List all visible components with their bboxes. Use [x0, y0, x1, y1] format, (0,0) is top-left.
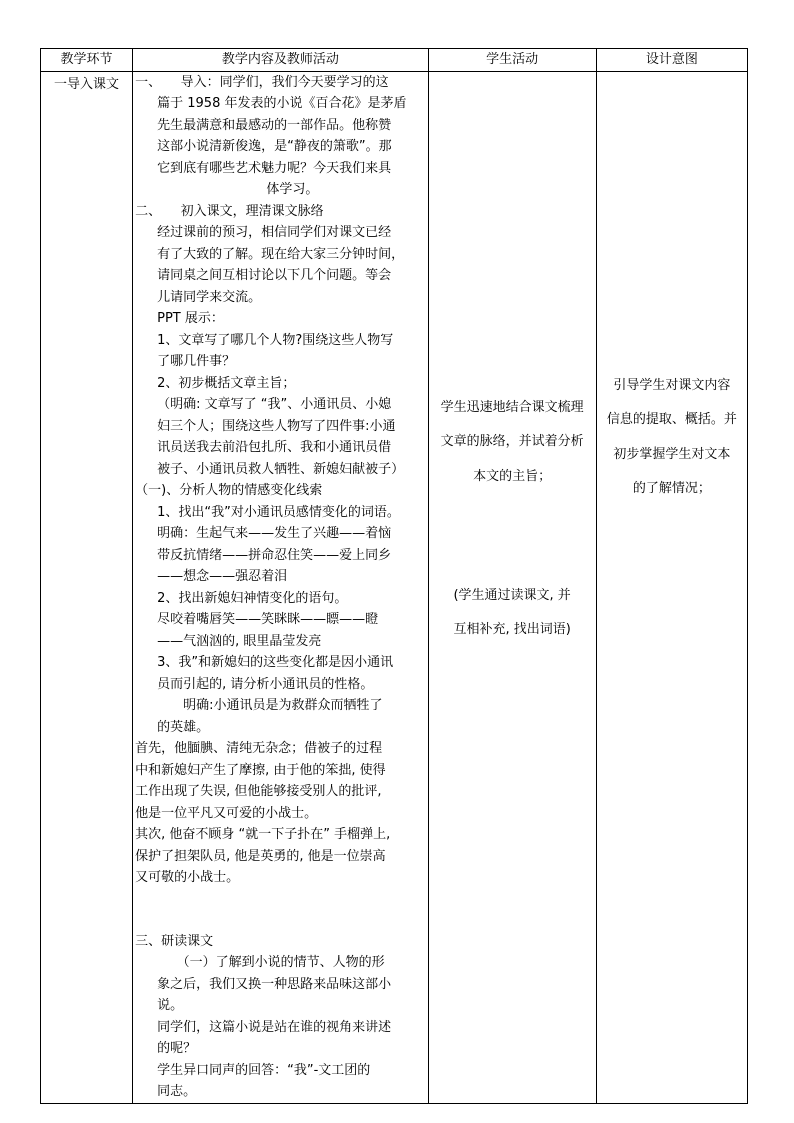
header-student: 学生活动: [428, 49, 596, 72]
design-intent-cell: [596, 71, 747, 1103]
content-line: 二、 初入课文，理清课文脉络: [135, 203, 324, 219]
content-line: 说。: [157, 998, 184, 1013]
content-line: 同学们，这篇小说是站在谁的视角来讲述: [157, 1019, 392, 1035]
content-line: 一、 导入：同学们，我们今天要学习的这: [135, 74, 389, 90]
content-line: 1、找出“我”对小通讯员感情变化的词语。: [157, 504, 400, 520]
content-line: 员而引起的, 请分析小通讯员的性格。: [157, 676, 374, 692]
lesson-plan-table: [40, 48, 748, 1104]
content-line: 妇三个人；围绕这些人物写了四件事:小通: [157, 418, 396, 434]
content-line: 他是一位平凡又可爱的小战士。: [135, 805, 318, 821]
content-line: 保护了担架队员, 他是英勇的, 他是一位崇高: [135, 848, 386, 864]
content-line: 经过课前的预习，相信同学们对课文已经: [157, 225, 392, 240]
content-line: 被子、小通讯员救人牺牲、新媳妇献被子）: [157, 461, 405, 477]
content-line: 学生异口同声的回答：“我”-文工团的: [157, 1062, 371, 1078]
header-content: 教学内容及教师活动: [133, 49, 428, 72]
content-line: 尽咬着嘴唇笑——笑眯眯——瞟——瞪: [157, 612, 379, 627]
content-lines: [133, 72, 427, 1103]
content-line: 的英雄。: [157, 719, 210, 735]
stage-label: 一导入课文: [54, 76, 120, 92]
student-line: 文章的脉络，并试着分析: [440, 434, 584, 449]
content-line: 明确：生起气来——发生了兴趣——着恼: [157, 526, 392, 541]
stage-cell: [41, 71, 133, 1103]
intent-line: 引导学生对课文内容: [613, 377, 731, 393]
content-line: 有了大致的了解。现在给大家三分钟时间，: [157, 246, 405, 262]
content-line: 同志。: [157, 1084, 197, 1099]
content-line: PPT 展示：: [157, 311, 224, 326]
content-line: 3、我”和新媳妇的这些变化都是因小通讯: [157, 655, 394, 670]
intent-line: 初步掌握学生对文本: [613, 446, 731, 462]
content-line: 工作出现了失误, 但他能够接受别人的批评,: [135, 784, 382, 799]
content-line: 讯员送我去前沿包扎所、我和小通讯员借: [157, 440, 392, 455]
content-line: 象之后，我们又换一种思路来品味这部小: [157, 976, 392, 992]
content-line: 这部小说清新俊逸，是“静夜的箫歌”。那: [157, 139, 392, 154]
content-line: （明确: 文章写了 “我”、小通讯员、小媳: [157, 397, 392, 412]
student-activity-block-1: [431, 384, 594, 501]
header-stage: 教学环节: [41, 49, 133, 72]
student-activity-cell: [428, 71, 596, 1103]
content-line: 它到底有哪些艺术魅力呢？今天我们来具: [157, 160, 392, 176]
design-intent-block: [599, 362, 745, 513]
content-line: 了哪几件事？: [157, 354, 236, 369]
content-spacer: [133, 889, 427, 931]
student-line: 互相补充, 找出词语): [453, 622, 571, 637]
content-line: 带反抗情绪——拼命忍住笑——爱上同乡: [157, 547, 392, 563]
content-line: 1、文章写了哪几个人物?围绕这些人物写: [157, 332, 394, 348]
intent-line: 信息的提取、概括。并: [606, 412, 737, 427]
content-line: 首先，他腼腆、清纯无杂念；借被子的过程: [135, 741, 383, 756]
content-line: 中和新媳妇产生了摩擦, 由于他的笨拙, 使得: [135, 762, 386, 778]
student-line: 学生迅速地结合课文梳理: [440, 399, 584, 415]
content-line: 请同桌之间互相讨论以下几个问题。等会: [157, 268, 392, 283]
intent-line: 的了解情况；: [632, 481, 711, 496]
content-cell: [133, 71, 428, 1103]
student-line: 本文的主旨；: [473, 468, 552, 484]
body-row: [41, 71, 748, 1103]
content-line: （一)、分析人物的情感变化线索: [135, 483, 323, 498]
student-line: (学生通过读课文, 并: [453, 587, 571, 603]
content-line: ——想念——强忍着泪: [157, 569, 288, 584]
content-line: 的呢？: [157, 1041, 197, 1056]
content-line: 明确:小通讯员是为救群众而牺牲了: [157, 698, 383, 713]
content-line: 2、找出新媳妇神情变化的语句。: [157, 590, 348, 606]
content-line: ——气汹汹的, 眼里晶莹发亮: [157, 633, 322, 649]
content-line: 儿请同学来交流。: [157, 289, 262, 305]
content-line: 先生最满意和最感动的一部作品。他称赞: [157, 117, 392, 133]
header-intent: 设计意图: [596, 49, 747, 72]
content-line: 2、初步概括文章主旨；: [157, 375, 296, 391]
header-row: [41, 49, 748, 72]
content-line: 其次, 他奋不顾身 “就一下子扑在” 手榴弹上,: [135, 827, 391, 842]
content-line: （一）了解到小说的情节、人物的形: [157, 955, 385, 970]
student-activity-block-2: [431, 572, 594, 654]
content-line: 三、研读课文: [135, 933, 214, 949]
content-line: 体学习。: [266, 182, 319, 197]
content-line: 篇于 1958 年发表的小说《百合花》是茅盾: [157, 96, 407, 111]
content-line: 又可敬的小战士。: [135, 870, 240, 885]
